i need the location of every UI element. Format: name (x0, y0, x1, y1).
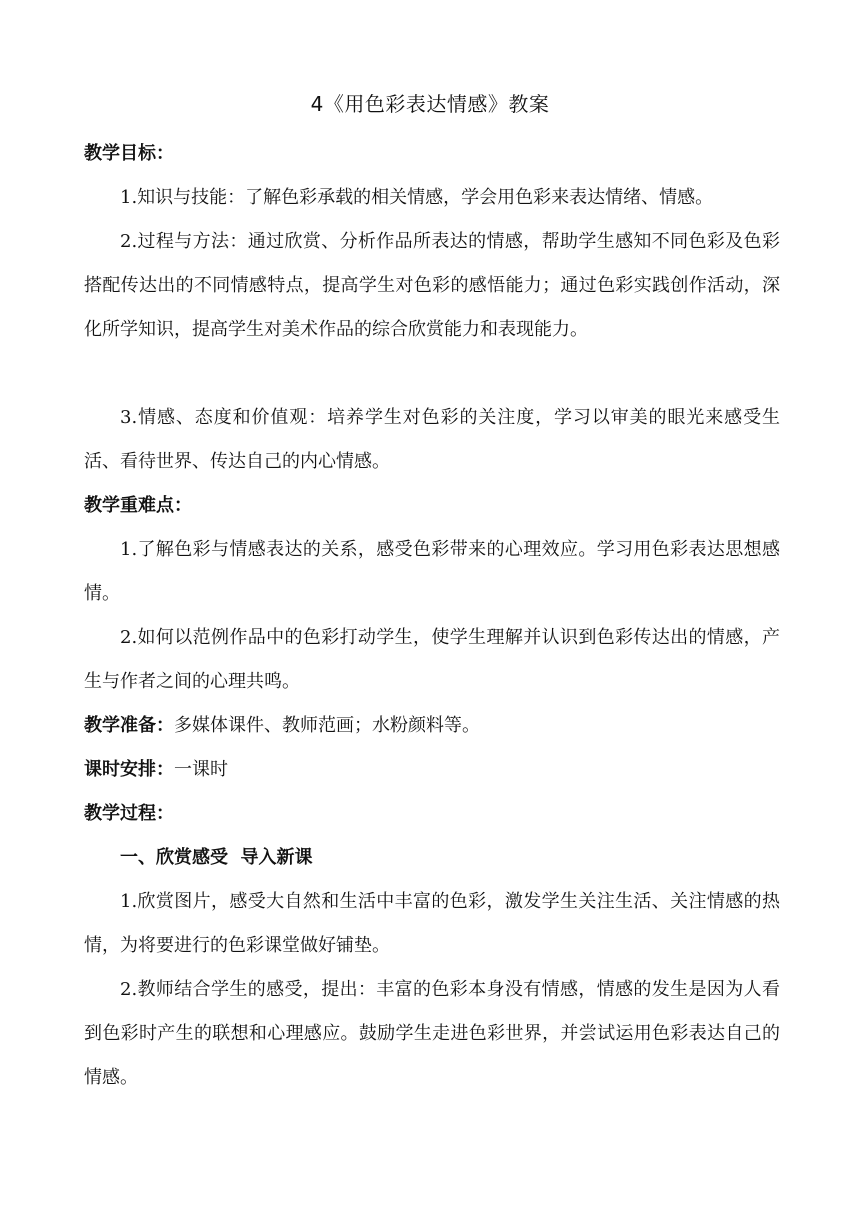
preparation-line (84, 704, 780, 748)
preparation-text: 多媒体课件、教师范画；水粉颜料等。 (174, 715, 480, 736)
process-section1-heading: 一、欣赏感受 导入新课 (120, 847, 313, 868)
process-section1-item-1: 1.欣赏图片，感受大自然和生活中丰富的色彩，激发学生关注生活、关注情感的热情，为将要进行的色彩课堂做好铺垫。 (84, 891, 780, 956)
objective-item-2: 2.过程与方法：通过欣赏、分析作品所表达的情感，帮助学生感知不同色彩及色彩搭配传达出的不同情感特点，提高学生对色彩的感悟能力；通过色彩实践创作活动，深化所学知识，提高学生对美术作品的综合欣赏能力和表现能力。 (84, 231, 780, 340)
preparation-label: 教学准备： (84, 715, 174, 736)
objective-item-3: 3.情感、态度和价值观：培养学生对色彩的关注度，学习以审美的眼光来感受生活、看待世界、传达自己的内心情感。 (84, 407, 780, 472)
process-heading: 教学过程： (84, 803, 174, 824)
process-section1-item-2: 2.教师结合学生的感受，提出：丰富的色彩本身没有情感，情感的发生是因为人看到色彩时产生的联想和心理感应。鼓励学生走进色彩世界，并尝试运用色彩表达自己的情感。 (84, 979, 780, 1088)
key-point-item-2: 2.如何以范例作品中的色彩打动学生，使学生理解并认识到色彩传达出的情感，产生与作者之间的心理共鸣。 (84, 627, 780, 692)
schedule-label: 课时安排： (84, 759, 174, 780)
objective-item-1: 1.知识与技能：了解色彩承载的相关情感，学会用色彩来表达情绪、情感。 (120, 187, 714, 208)
schedule-line (84, 748, 780, 792)
key-point-item-1: 1.了解色彩与情感表达的关系，感受色彩带来的心理效应。学习用色彩表达思想感情。 (84, 539, 780, 604)
document-title: 4《用色彩表达情感》教案 (310, 92, 550, 116)
objectives-heading: 教学目标： (84, 143, 174, 164)
schedule-text: 一课时 (174, 759, 228, 780)
key-points-heading: 教学重难点： (84, 495, 192, 516)
